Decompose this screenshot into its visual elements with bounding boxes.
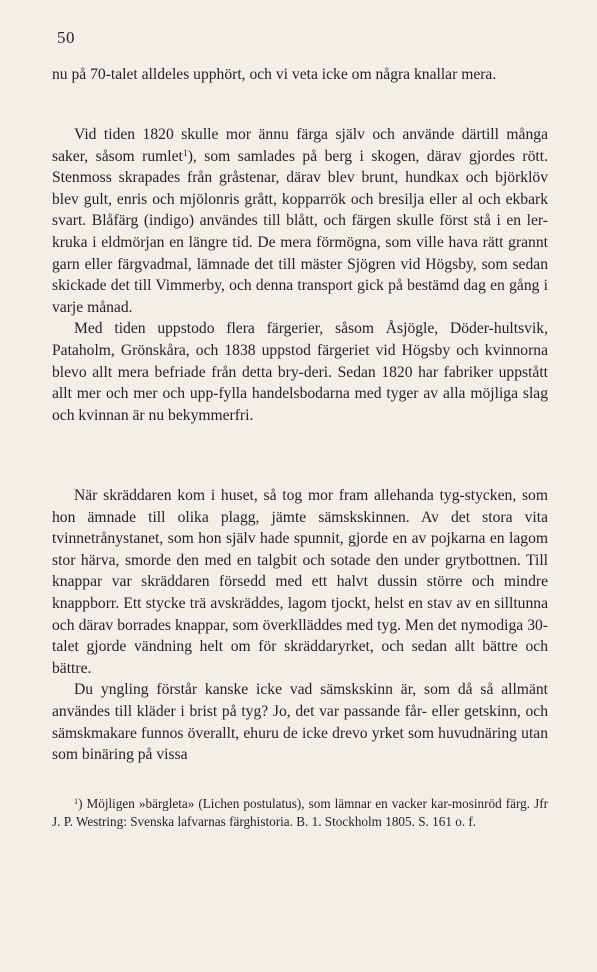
footnote-reference: 1 [182, 147, 188, 159]
paragraph-tailor: När skräddaren kom i huset, så tog mor fram allehanda tyg-stycken, som hon ämnade till olika plagg, jämte sämskskinnen. Av det stora vita tvinnetrånystanet, som hon själv hade spunnit, gjorde en av pojkarna en lagom stor härva, smorde den med en talgbit och sotade den under grytbottnen. Till knappar var skräddaren försedd med ett halvt dussin större och mindre knappborr. Ett stycke trä avskräddes, lagom tjockt, helst en stav av en silltunna och därav borrades knappar, som överklläddes med tyg. Men det nymodiga 30-talet gjorde vändning helt om för skräddaryrket, och sedan allt bättre och bättre. [52, 487, 548, 677]
paragraph-dyeing [52, 124, 548, 318]
paragraph-dyeing-before: Vid tiden 1820 skulle mor ännu färga själv och använde därtill många saker, såsom rumlet [52, 126, 548, 165]
text-section-dyeing [52, 124, 548, 426]
footnote-body: ) Möjligen »bärgleta» (Lichen postulatus), som lämnar en vacker kar-mosinröd färg. Jfr J. P. Westring: Svenska lafvarnas färghistoria. B. 1. Stockholm 1805. S. 161 o. f. [52, 796, 548, 830]
continuation-text-block [52, 64, 548, 86]
paragraph-continuation: nu på 70-talet alldeles upphört, och vi veta icke om några knallar mera. [52, 66, 497, 83]
footnote-marker: 1 [74, 796, 79, 806]
text-section-tailor [52, 485, 548, 766]
footnote [52, 795, 548, 832]
page-number: 50 [57, 28, 75, 47]
paragraph-dyeing-after: ), som samlades på berg i skogen, därav gjordes rött. Stenmoss skrapades från gråstenar, därav blev brunt, hundkax och björklöv blev gult, enris och mjölonris grått, kopparrök och bresilja eller al och ekbark svart. Blåfärg (indigo) användes till blått, och färgen skulle först stå i en ler-kruka i eldmörjan en längre tid. De mera förmögna, som ville hava rätt grannt garn eller färgvadmal, lämnade det till mäster Sjögren vid Högsby, som sedan skickade det till Vimmerby, och denna transport gick på bestämd dag en gång i varje månad. [52, 147, 548, 316]
footnote-text [52, 795, 548, 832]
paragraph-chamois-leather: Du yngling förstår kanske icke vad sämskskinn är, som då så allmänt användes till kläder i brist på tyg? Jo, det var passande får- eller getskinn, och sämskmakare funnos överallt, ehuru de icke drevo yrket som huvudnäring utan som binäring på vissa [52, 681, 548, 764]
paragraph-dyeworks: Med tiden uppstodo flera färgerier, såsom Åsjögle, Döder-hultsvik, Pataholm, Grönskåra, och 1838 uppstod färgeriet vid Högsby och kvinnorna blevo allt mera befriade från detta bry-deri. Sedan 1820 har fabriker uppstått allt mer och mer och upp-fylla handelsbodarna med tyger av alla möjliga slag och kvinnan är nu bekymmerfri. [52, 320, 548, 424]
